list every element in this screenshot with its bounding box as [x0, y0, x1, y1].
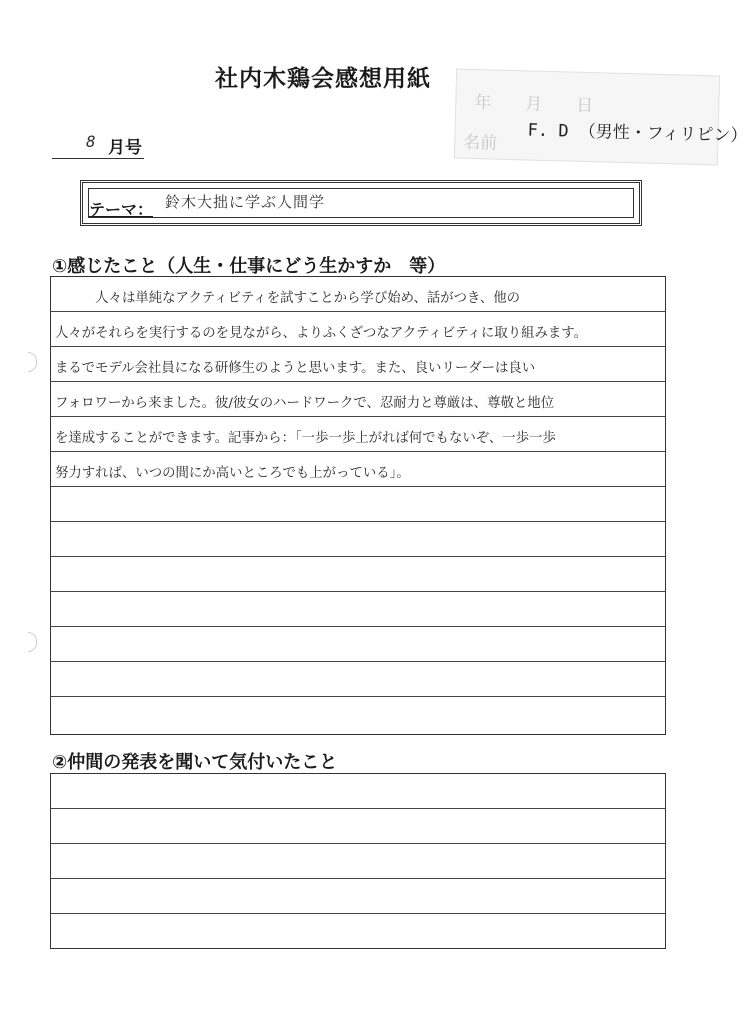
- section1-line: [51, 662, 665, 697]
- section1-heading: ①感じたこと（人生・仕事にどう生かすか 等）: [52, 256, 446, 277]
- name-stamp-slip: [454, 69, 748, 166]
- section1-line: 人々は単純なアクティビティを試すことから学び始め、話がつき、他の: [51, 277, 665, 312]
- section1-line: フォロワーから来ました。彼/彼女のハードワークで、忍耐力と尊厳は、尊敬と地位: [51, 382, 665, 417]
- section2-line: [51, 774, 665, 809]
- section1-line: [51, 592, 665, 627]
- section1-line: 人々がそれらを実行するのを見ながら、よりふくざつなアクティビティに取り組みます。: [51, 312, 665, 347]
- section2-line: [51, 844, 665, 879]
- punch-hole-mark: [28, 352, 37, 372]
- theme-value: 鈴木大拙に学ぶ人間学: [165, 193, 326, 211]
- section1-line: 努力すれば、いつの間にか高いところでも上がっている」。: [51, 452, 665, 487]
- issue-month-label: 月号: [108, 138, 142, 158]
- section2-lined-box: [50, 773, 666, 949]
- issue-month-field: [52, 132, 144, 159]
- section1-line: [51, 557, 665, 592]
- section1-line: [51, 522, 665, 557]
- punch-hole-mark: [28, 632, 37, 652]
- form-title: 社内木鶏会感想用紙: [215, 66, 431, 92]
- section2-line: [51, 879, 665, 914]
- section1-line: まるでモデル会社員になる研修生のようと思います。また、良いリーダーは良い: [51, 347, 665, 382]
- section2-line: [51, 809, 665, 844]
- name-faint-label: 名前: [463, 132, 498, 154]
- section1-line: を達成することができます。記事から：「一歩一歩上がれば何でもないぞ、一歩一歩: [51, 417, 665, 452]
- author-name: F. D （男性・フィリピン）: [527, 120, 748, 147]
- theme-box: [80, 180, 642, 226]
- section1-line: [51, 627, 665, 662]
- section1-lined-box: [50, 276, 666, 735]
- issue-month-value: 8: [86, 132, 96, 151]
- date-faint-label: 年 月 日: [474, 93, 594, 117]
- section1-line: [51, 487, 665, 522]
- section2-line: [51, 914, 665, 949]
- theme-label: テーマ：: [89, 200, 154, 219]
- section1-line: [51, 697, 665, 732]
- section2-heading: ②仲間の発表を聞いて気付いたこと: [52, 752, 338, 773]
